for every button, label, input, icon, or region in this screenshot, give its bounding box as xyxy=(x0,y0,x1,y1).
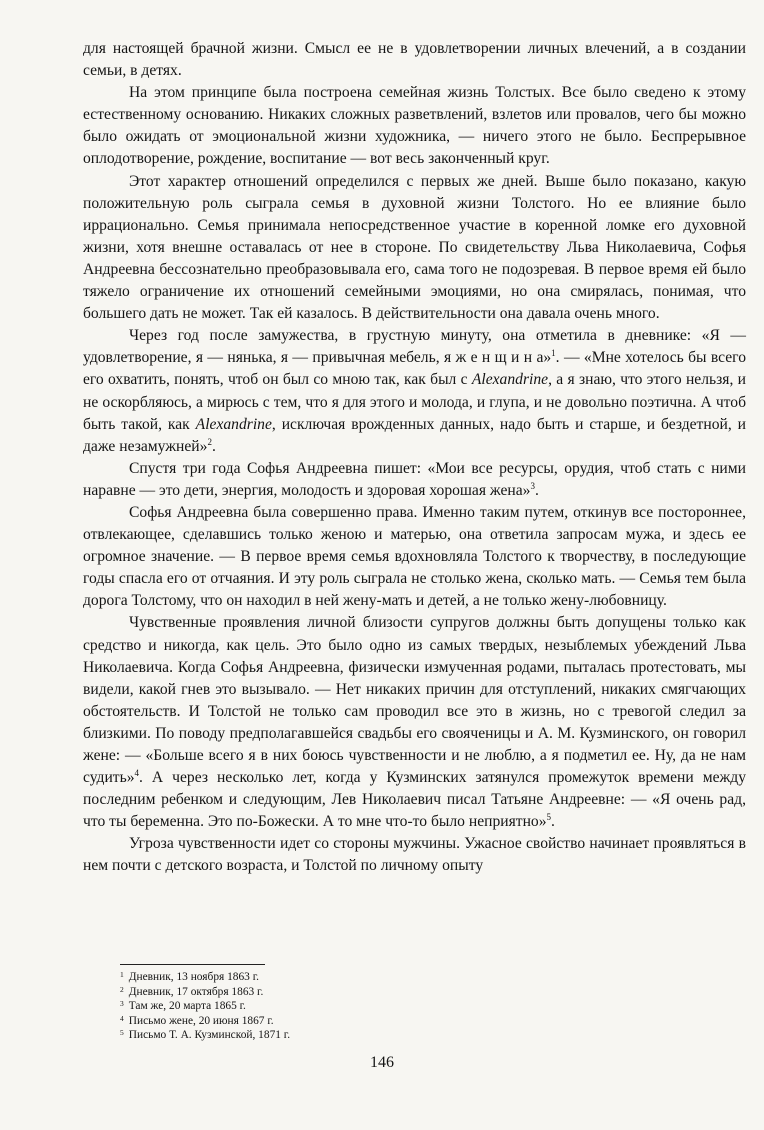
text-run: Этот характер отношений определился с первых же дней. Выше было показано, какую положительную роль сыграла семья в духовной жизни Толстого. Но ее влияние было иррационально. Семья принимала непосредственное участие в коренной ломке его духовной жизни, хотя внешне оставалась от нее в стороне. По свидетельству Льва Николаевича, Софья Андреевна бессознательно преобразовывала его, сама того не подозревая. В первое время ей было тяжело ограничение их отношений семейными эмоциями, но она смирялась, понимая, что большего дать не может. Так ей казалось. В действительности она давала очень много. xyxy=(83,172,746,323)
footnote-separator xyxy=(120,964,265,965)
footnote xyxy=(120,999,290,1014)
footnote-text: Письмо жене, 20 июня 1867 г. xyxy=(128,1014,274,1027)
text-run: для настоящей брачной жизни. Смысл ее не в удовлетворении личных влечений, а в создании семьи, в детях. xyxy=(83,40,746,80)
footnote-number: 1 xyxy=(120,970,124,979)
footnote-text: Дневник, 17 октября 1863 г. xyxy=(128,985,264,998)
footnote-number: 4 xyxy=(120,1013,124,1023)
footnote-text: Там же, 20 марта 1865 г. xyxy=(128,1000,246,1012)
footnote-ref: 2 xyxy=(207,436,212,447)
footnote-number: 2 xyxy=(120,984,124,994)
text-run: . xyxy=(551,813,555,831)
footnote xyxy=(120,1028,290,1043)
paragraph xyxy=(83,833,746,877)
text-run: , исключая врожденных данных, надо быть и старше, и бездетной, и даже незамужней» xyxy=(83,415,747,455)
text-run: » xyxy=(543,349,552,367)
text-run: , а я знаю, что этого нельзя, и не оскорбляюсь, а мирюсь с тем, что я для этого и молода, и глупа, и не довольно поэтична. А чтоб быть такой, как xyxy=(83,371,746,433)
footnote-ref: 3 xyxy=(530,480,535,491)
footnote xyxy=(120,985,290,1000)
italic-text: Alexandrine xyxy=(195,415,272,433)
text-run: На этом принципе была построена семейная жизнь Толстых. Все было сведено к этому естественному основанию. Никаких сложных разветвлений, взлетов или провалов, чего бы можно было ожидать от эмоциональной жизни художника, — ничего этого не было. Беспрерывное оплодотворение, рождение, воспитание — вот весь законченный круг. xyxy=(83,84,746,168)
footnote-ref: 4 xyxy=(134,768,140,779)
footnote-number: 5 xyxy=(120,1028,124,1037)
footnote-ref: 5 xyxy=(546,812,552,823)
paragraph xyxy=(83,502,746,612)
footnote-text: Письмо Т. А. Кузминской, 1871 г. xyxy=(128,1029,291,1041)
footnote-text: Дневник, 13 ноября 1863 г. xyxy=(128,971,259,983)
paragraph xyxy=(83,612,746,833)
text-run: Угроза чувственности идет со стороны мужчины. Ужасное свойство начинает проявляться в нем почти с детского возраста, и Толстой по личному опыту xyxy=(83,835,746,875)
footnote-ref: 1 xyxy=(551,348,556,359)
spaced-text: ж е н щ и н а xyxy=(455,349,544,367)
text-run: Спустя три года Софья Андреевна пишет: «Мои все ресурсы, орудия, чтоб стать с ними наравне — это дети, энергия, молодость и здоровая хорошая жена» xyxy=(83,459,746,499)
paragraph xyxy=(83,325,746,458)
paragraph xyxy=(83,171,746,326)
text-run: Через год после замужества, в грустную минуту, она отметила в дневнике: «Я — удовлетворение, я — нянька, я — привычная мебель, я xyxy=(83,327,746,367)
text-run: Софья Андреевна была совершенно права. Именно таким путем, откинув все постороннее, отвлекающее, сделавшись только женою и матерью, она ответила запросам мужа, и здесь ее огромное значение. — В первое время семья вдохновляла Толстого к творчеству, в последующие годы спасла его от отчаяния. И эту роль сыграла не столько жена, сколько мать. — Семья тем была дорога Толстому, что он находил в ней жену-мать и детей, а не только жену-любовницу. xyxy=(83,503,746,610)
body-text xyxy=(83,38,746,878)
footnote-number: 3 xyxy=(120,999,124,1008)
text-run: . xyxy=(534,481,539,499)
footnote xyxy=(120,1014,290,1029)
text-run: . А через несколько лет, когда у Кузминских затянулся промежуток времени между последним ребенком и следующим, Лев Николаевич писал Татьяне Андреевне: — «Я очень рад, что ты беременна. Это по-Божески. А то мне что-то было неприятно» xyxy=(83,769,746,831)
paragraph xyxy=(83,82,746,170)
paragraph xyxy=(83,38,746,82)
paragraph xyxy=(83,458,746,502)
text-run: . xyxy=(211,437,216,455)
text-run: Чувственные проявления личной близости супругов должны быть допущены только как средство и никогда, как цель. Это было одно из самых твердых, незыблемых убеждений Льва Николаевича. Когда Софья Андреевна, физически измученная родами, пыталась протестовать, мы видели, какой гнев это вызывало. — Нет никаких причин для отступлений, никаких смягчающих обстоятельств. И Толстой не только сам проводил все это в жизнь, но с тревогой следил за близкими. По поводу предполагавшейся свадьбы его свояченицы и А. М. Кузминского, он говорил жене: — «Больше всего я в них боюсь чувственности и не люблю, а я подметил ее. Ну, да не нам судить» xyxy=(83,614,746,787)
italic-text: Alexandrine xyxy=(471,371,549,389)
text-run: . — «Мне хотелось бы всего его охватить, понять, чтоб он был со мною так, как был с xyxy=(83,349,746,389)
footnote xyxy=(120,970,290,985)
page-number: 146 xyxy=(370,1054,394,1071)
footnotes xyxy=(120,970,290,1043)
